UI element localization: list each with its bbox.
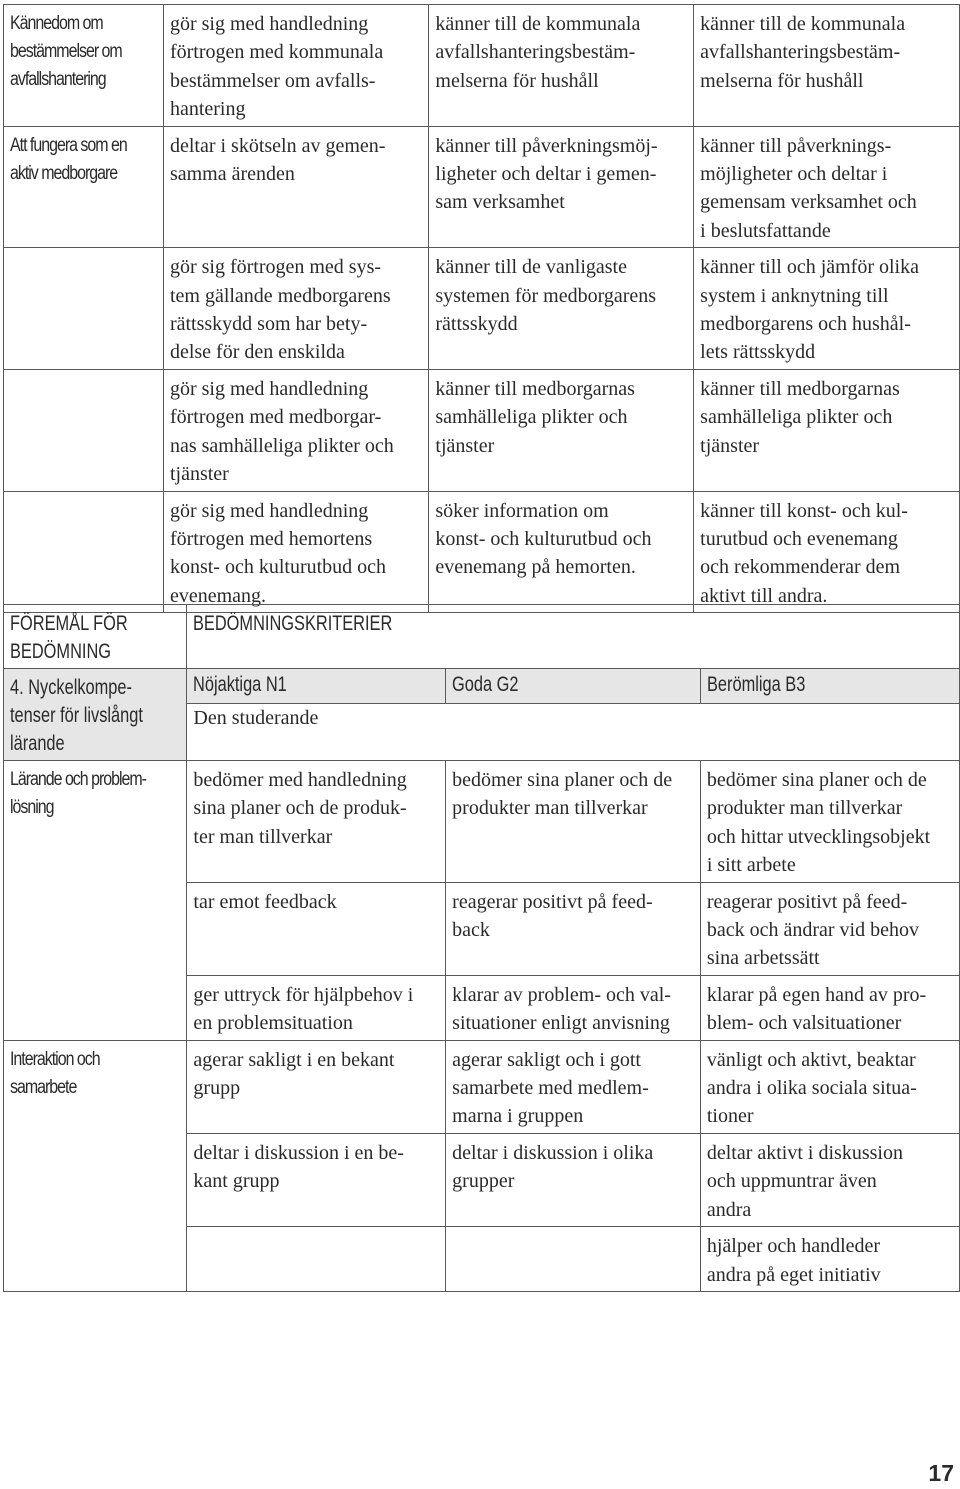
text-line: hantering <box>169 98 246 121</box>
text-line: deltar aktivt i diskussion <box>706 1141 903 1164</box>
text-line: back och ändrar vid behov <box>706 919 919 942</box>
text-line: bestämmelser om <box>10 41 122 62</box>
text-line: i sitt arbete <box>706 854 796 877</box>
text-line: samhälleliga plikter och <box>700 406 893 429</box>
text-line: tem gällande medborgarens <box>169 284 391 307</box>
cell-text <box>10 132 133 188</box>
text-line: känner till påverknings- <box>700 134 892 157</box>
text-line: nas samhälleliga plikter och <box>169 434 394 457</box>
cell-text <box>700 10 953 95</box>
text-line: andra i olika sociala situa- <box>706 1077 917 1100</box>
cell-text <box>193 766 439 851</box>
g2-cell <box>446 1227 701 1292</box>
n1-cell <box>187 1133 446 1226</box>
cell-text <box>170 253 422 367</box>
cell-text <box>193 888 439 916</box>
text-line: grupp <box>193 1077 241 1100</box>
text-line: aktiv medborgare <box>10 162 118 184</box>
text-line: känner till medborgarnas <box>435 377 635 400</box>
col-header-g2 <box>446 669 701 704</box>
cell-text <box>452 1046 694 1131</box>
table-row <box>4 1040 960 1133</box>
category-cell <box>4 761 187 1041</box>
cell-text <box>435 10 687 95</box>
text-line: sina arbetssätt <box>706 947 820 970</box>
text-line: klarar på egen hand av pro- <box>706 983 927 1006</box>
text-line: agerar sakligt i en bekant <box>193 1048 395 1071</box>
g2-cell <box>429 126 694 248</box>
text-line: lärande <box>10 732 65 755</box>
text-line: deltar i skötseln av gemen- <box>169 134 386 157</box>
text-line: Kännedom om <box>10 13 103 34</box>
text-line: hjälper och handleder <box>706 1235 881 1258</box>
header-criteria-cell <box>187 605 960 669</box>
text-line: samarbete med medlem- <box>452 1077 649 1100</box>
text-line: och hittar utvecklingsobjekt <box>706 825 931 848</box>
grade-header-row <box>4 669 960 704</box>
n1-cell <box>163 491 428 613</box>
col-header-n1 <box>187 669 446 704</box>
col-header-b3 <box>700 669 959 704</box>
text-line: 4. Nyckelkompe- <box>10 676 132 699</box>
text-line: Att fungera som en <box>10 134 127 156</box>
text-line: rättsskydd som har bety- <box>169 313 368 336</box>
text-line: system i anknytning till <box>700 284 889 307</box>
header-object-cell <box>4 605 187 669</box>
g2-cell <box>446 761 701 883</box>
cell-text <box>707 1046 953 1131</box>
cell-text <box>435 497 687 582</box>
text-line: möjligheter och deltar i <box>700 163 888 186</box>
g2-cell <box>429 5 694 127</box>
text-line: klarar av problem- och val- <box>452 983 671 1006</box>
b3-cell <box>694 369 960 491</box>
text-line: Lärande och problem- <box>10 769 146 790</box>
table-row <box>4 248 960 370</box>
g2-cell <box>429 491 694 613</box>
text-line: känner till påverkningsmöj- <box>435 134 658 157</box>
n1-cell <box>187 882 446 975</box>
text-line: deltar i diskussion i olika <box>452 1141 654 1164</box>
category-cell <box>4 491 164 613</box>
cell-text: Goda G2 <box>452 673 519 696</box>
text-line: förtrogen med kommunala <box>169 41 384 64</box>
text-line: turutbud och evenemang <box>700 527 898 550</box>
section-title-cell <box>4 669 187 761</box>
text-line: lets rättsskydd <box>700 341 816 364</box>
text-line: agerar sakligt och i gott <box>452 1048 641 1071</box>
text-line: reagerar positivt på feed- <box>706 890 908 913</box>
text-line: lösning <box>10 797 54 818</box>
g2-cell <box>429 369 694 491</box>
text-line: bedömer sina planer och de <box>452 769 673 791</box>
text-line: FÖREMÅL FÖR <box>10 612 128 635</box>
text-line: gör sig med handledning <box>169 13 369 35</box>
text-line: evenemang på hemorten. <box>435 556 636 579</box>
text-line: systemen för medborgarens <box>435 284 657 307</box>
text-line: konst- och kulturutbud och <box>435 527 652 550</box>
b3-cell <box>694 126 960 248</box>
cell-text <box>700 253 953 367</box>
text-line: melserna för hushåll <box>700 69 864 92</box>
text-line: förtrogen med hemortens <box>169 527 373 550</box>
cell-text <box>435 375 687 460</box>
text-line: gemensam verksamhet och <box>700 191 917 214</box>
n1-cell <box>187 975 446 1040</box>
cell-text <box>707 1139 953 1224</box>
b3-cell <box>700 975 959 1040</box>
cell-text <box>452 1139 694 1196</box>
section-title <box>10 674 143 758</box>
text-line: känner till de kommunala <box>700 13 906 35</box>
g2-cell <box>446 975 701 1040</box>
text-line: förtrogen med medborgar- <box>169 406 382 429</box>
category-cell <box>4 248 164 370</box>
text-line: avfallshantering <box>10 69 106 90</box>
n1-cell <box>187 1040 446 1133</box>
text-line: melserna för hushåll <box>435 69 599 92</box>
page-number: 17 <box>928 1460 954 1486</box>
text-line: samarbete <box>10 1076 77 1098</box>
text-line: bedömer med handledning <box>193 769 407 791</box>
text-line: ger uttryck för hjälpbehov i <box>193 983 414 1006</box>
text-line: bestämmelser om avfalls- <box>169 69 376 92</box>
text-line: tjänster <box>169 463 229 486</box>
text-line: känner till de vanligaste <box>435 256 627 279</box>
text-line: reagerar positivt på feed- <box>452 890 653 913</box>
g2-cell <box>446 882 701 975</box>
header-object <box>10 610 143 666</box>
n1-cell <box>187 761 446 883</box>
text-line: söker information om <box>435 499 609 522</box>
n1-cell <box>187 1227 446 1292</box>
text-line: andra på eget initiativ <box>706 1263 881 1286</box>
g2-cell <box>446 1040 701 1133</box>
cell-text <box>10 766 153 822</box>
text-line: avfallshanteringsbestäm- <box>700 41 901 64</box>
table-row <box>4 761 960 883</box>
cell-text <box>707 981 953 1038</box>
bottom-assessment-table <box>3 604 960 1292</box>
b3-cell <box>700 761 959 883</box>
category-cell <box>4 5 164 127</box>
n1-cell <box>163 5 428 127</box>
text-line: grupper <box>452 1170 515 1193</box>
b3-cell <box>700 1040 959 1133</box>
text-line: i beslutsfattande <box>700 219 831 242</box>
b3-cell <box>694 5 960 127</box>
header-criteria: BEDÖMNINGSKRITERIER <box>193 612 393 635</box>
cell-text <box>10 1046 153 1102</box>
text-line: känner till medborgarnas <box>700 377 900 400</box>
text-line: och rekommenderar dem <box>700 556 901 579</box>
cell-text <box>452 981 694 1038</box>
table-header-row <box>4 605 960 669</box>
cell-text <box>193 1139 439 1196</box>
cell-text <box>435 132 687 217</box>
text-line: situationer enligt anvisning <box>452 1012 670 1035</box>
student-label-cell <box>187 703 960 760</box>
text-line: tioner <box>706 1105 754 1128</box>
cell-text: Nöjaktiga N1 <box>193 673 288 696</box>
table-row <box>4 491 960 613</box>
text-line: produkter man tillverkar <box>452 797 648 820</box>
table-row <box>4 5 960 127</box>
text-line: en problemsituation <box>193 1012 353 1035</box>
b3-cell <box>694 248 960 370</box>
top-assessment-table <box>3 4 960 613</box>
cell-text <box>170 497 422 611</box>
student-label: Den studerande <box>193 706 319 729</box>
table-row <box>4 126 960 248</box>
cell-text <box>170 375 422 489</box>
cell-text <box>700 132 953 246</box>
text-line: Interaktion och <box>10 1048 100 1070</box>
text-line: BEDÖMNING <box>10 640 112 663</box>
cell-text <box>707 888 953 973</box>
text-line: känner till konst- och kul- <box>700 499 908 522</box>
text-line: bedömer sina planer och de <box>706 769 927 791</box>
cell-text <box>452 888 694 945</box>
text-line: evenemang. <box>169 584 267 607</box>
text-line: känner till och jämför olika <box>700 256 919 279</box>
text-line: gör sig med handledning <box>169 377 369 400</box>
cell-text <box>452 766 694 823</box>
text-line: samhälleliga plikter och <box>435 406 628 429</box>
text-line: deltar i diskussion i en be- <box>193 1141 404 1164</box>
cell-text <box>193 981 439 1038</box>
n1-cell <box>163 369 428 491</box>
text-line: back <box>452 919 490 942</box>
text-line: delse för den enskilda <box>169 341 345 364</box>
table-row <box>4 369 960 491</box>
cell-text: Berömliga B3 <box>706 673 806 696</box>
g2-cell <box>429 248 694 370</box>
text-line: kant grupp <box>193 1170 280 1193</box>
text-line: tenser för livslångt <box>10 704 143 727</box>
category-cell <box>4 126 164 248</box>
category-cell <box>4 369 164 491</box>
category-label <box>10 10 133 94</box>
b3-cell <box>694 491 960 613</box>
cell-text <box>193 1046 439 1103</box>
cell-text <box>700 497 953 611</box>
b3-cell <box>700 882 959 975</box>
cell-text <box>435 253 687 338</box>
text-line: tar emot feedback <box>193 890 337 913</box>
text-line: tjänster <box>435 434 495 457</box>
text-line: blem- och valsituationer <box>706 1012 902 1035</box>
text-line: samma ärenden <box>169 163 295 186</box>
text-line: avfallshanteringsbestäm- <box>435 41 636 64</box>
text-line: gör sig förtrogen med sys- <box>169 256 382 279</box>
text-line: vänligt och aktivt, beaktar <box>706 1048 916 1071</box>
text-line: ligheter och deltar i gemen- <box>435 163 657 186</box>
text-line: sina planer och de produk- <box>193 797 407 820</box>
text-line: sam verksamhet <box>435 191 565 214</box>
text-line: känner till de kommunala <box>435 13 641 35</box>
cell-text <box>707 1232 953 1289</box>
n1-cell <box>163 248 428 370</box>
text-line: produkter man tillverkar <box>706 797 903 820</box>
text-line: rättsskydd <box>435 313 518 336</box>
cell-text <box>170 132 422 189</box>
n1-cell <box>163 126 428 248</box>
text-line: marna i gruppen <box>452 1105 584 1128</box>
g2-cell <box>446 1133 701 1226</box>
b3-cell <box>700 1227 959 1292</box>
text-line: andra <box>706 1198 752 1221</box>
category-cell <box>4 1040 187 1291</box>
text-line: konst- och kulturutbud och <box>169 556 387 579</box>
text-line: aktivt till andra. <box>700 584 828 607</box>
text-line: ter man tillverkar <box>193 825 333 848</box>
text-line: tjänster <box>700 434 760 457</box>
cell-text <box>170 10 422 124</box>
cell-text <box>707 766 953 880</box>
text-line: medborgarens och hushål- <box>700 313 911 336</box>
text-line: gör sig med handledning <box>169 499 369 522</box>
b3-cell <box>700 1133 959 1226</box>
cell-text <box>700 375 953 460</box>
text-line: och uppmuntrar även <box>706 1170 877 1193</box>
